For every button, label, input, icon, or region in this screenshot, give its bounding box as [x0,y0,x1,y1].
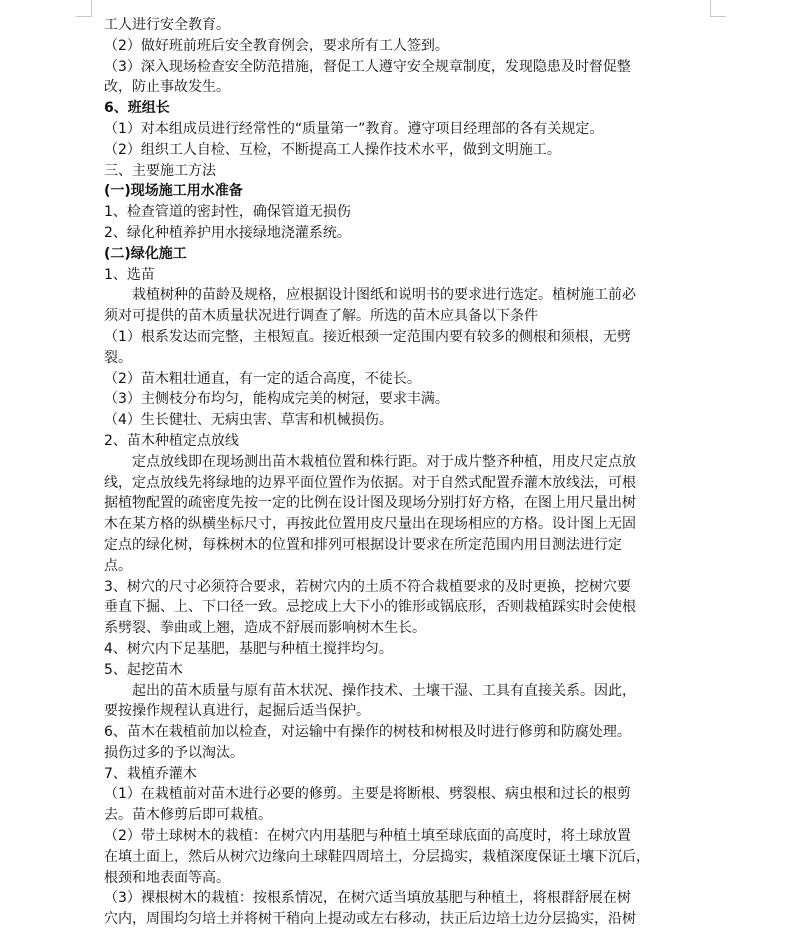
text-line: （2）做好班前班后安全教育例会，要求所有工人签到。 [104,37,449,54]
text-line: 1、检查管道的密封性，确保管道无损伤 [104,204,351,221]
text-line: 定点的绿化树，每株树木的位置和排列可根据设计要求在所定范围内用目测法进行定 [104,536,622,553]
text-line: 木在某方格的纵横坐标尺寸，再按此位置用皮尺量出在现场相应的方格。设计图上无固 [104,516,636,533]
text-line: （2）苗木粗壮通直，有一定的适合高度，不徒长。 [104,370,421,387]
text-line: （4）生长健壮、无病虫害、草害和机械损伤。 [104,412,393,429]
text-line: （2）组织工人自检、互检，不断提高工人操作技术水平，做到文明施工。 [104,141,561,158]
text-line: （3）裸根树木的栽植：按根系情况，在树穴适当填放基肥与种植土，将根群舒展在树 [104,890,631,907]
text-line: 三、主要施工方法 [104,162,216,179]
text-line: （3）主侧枝分布均匀，能构成完美的树冠，要求丰满。 [104,391,449,408]
text-line: 定点放线即在现场测出苗木栽植位置和株行距。对于成片整齐种植，用皮尺定点放 [132,453,636,470]
text-line: 1、选苗 [104,266,155,283]
text-line: 点。 [104,557,132,574]
text-line: 工人进行安全教育。 [104,17,230,33]
crop-mark-top-left-horizontal [76,16,92,17]
text-line: 2、绿化种植养护用水接绿地浇灌系统。 [104,224,351,241]
crop-mark-top-right [710,0,711,16]
text-line: 6、苗木在栽植前加以检查，对运输中有操作的树枝和树根及时进行修剪和防腐处理。 [104,724,631,741]
text-line: （1）在栽植前对苗木进行必要的修剪。主要是将断根、劈裂根、病虫根和过长的根剪 [104,786,631,803]
crop-mark-top-left [91,0,92,16]
text-line: 去。苗木修剪后即可栽植。 [104,807,272,824]
text-line: 7、栽植乔灌木 [104,765,197,782]
text-line: （1）对本组成员进行经常性的“质量第一”教育。遵守项目经理部的各有关规定。 [104,120,604,137]
text-line: 穴内，周围均匀培土并将树干稍向上提动或左右移动，扶正后边培土边分层捣实，沿树 [104,911,636,928]
text-line: 栽植树种的苗龄及规格，应根据设计图纸和说明书的要求进行选定。植树施工前必 [132,287,636,304]
text-line: 根颈和地表面等高。 [104,869,230,886]
text-line: 损伤过多的予以淘汰。 [104,744,244,761]
text-line: 改，防止事故发生。 [104,79,230,96]
section-heading: (一)现场施工用水准备 [104,183,243,200]
text-line: 要按操作规程认真进行，起掘后适当保护。 [104,703,370,720]
text-line: （2）带土球树木的栽植：在树穴内用基肥与种植土填至球底面的高度时，将土球放置 [104,828,631,845]
text-line: 据植物配置的疏密度先按一定的比例在设计图及现场分别打好方格，在图上用尺量出树 [104,495,636,512]
section-heading: 6、班组长 [104,100,170,117]
text-line: 2、苗木种植定点放线 [104,432,239,449]
text-line: 起出的苗木质量与原有苗木状况、操作技术、土壤干湿、工具有直接关系。因此， [132,682,636,699]
crop-mark-top-right-horizontal [710,16,726,17]
text-line: 线，定点放线先将绿地的边界平面位置作为依据。对于自然式配置乔灌木放线法，可根 [104,474,636,491]
text-line: 垂直下掘、上、下口径一致。忌挖成上大下小的锥形或锅底形，否则栽植踩实时会使根 [104,599,636,616]
section-heading: (二)绿化施工 [104,245,187,262]
text-line: 5、起挖苗木 [104,661,183,678]
text-line: （1）根系发达而完整，主根短直。接近根颈一定范围内要有较多的侧根和须根，无劈 [104,328,631,345]
text-line: 4、树穴内下足基肥，基肥与种植土搅拌均匀。 [104,640,393,657]
text-line: 须对可提供的苗木质量状况进行调查了解。所选的苗木应具备以下条件 [104,308,538,325]
document-body [104,15,706,930]
text-line: 3、树穴的尺寸必须符合要求，若树穴内的土质不符合栽植要求的及时更换，挖树穴要 [104,578,631,595]
text-line: （3）深入现场检查安全防范措施，督促工人遵守安全规章制度，发现隐患及时督促整 [104,58,631,75]
text-line: 系劈裂、拳曲或上翘，造成不舒展而影响树木生长。 [104,620,426,637]
text-line: 在填土面上，然后从树穴边缘向土球鞋四周培土，分层捣实，栽植深度保证土壤下沉后， [104,848,650,865]
text-line: 裂。 [104,349,132,366]
